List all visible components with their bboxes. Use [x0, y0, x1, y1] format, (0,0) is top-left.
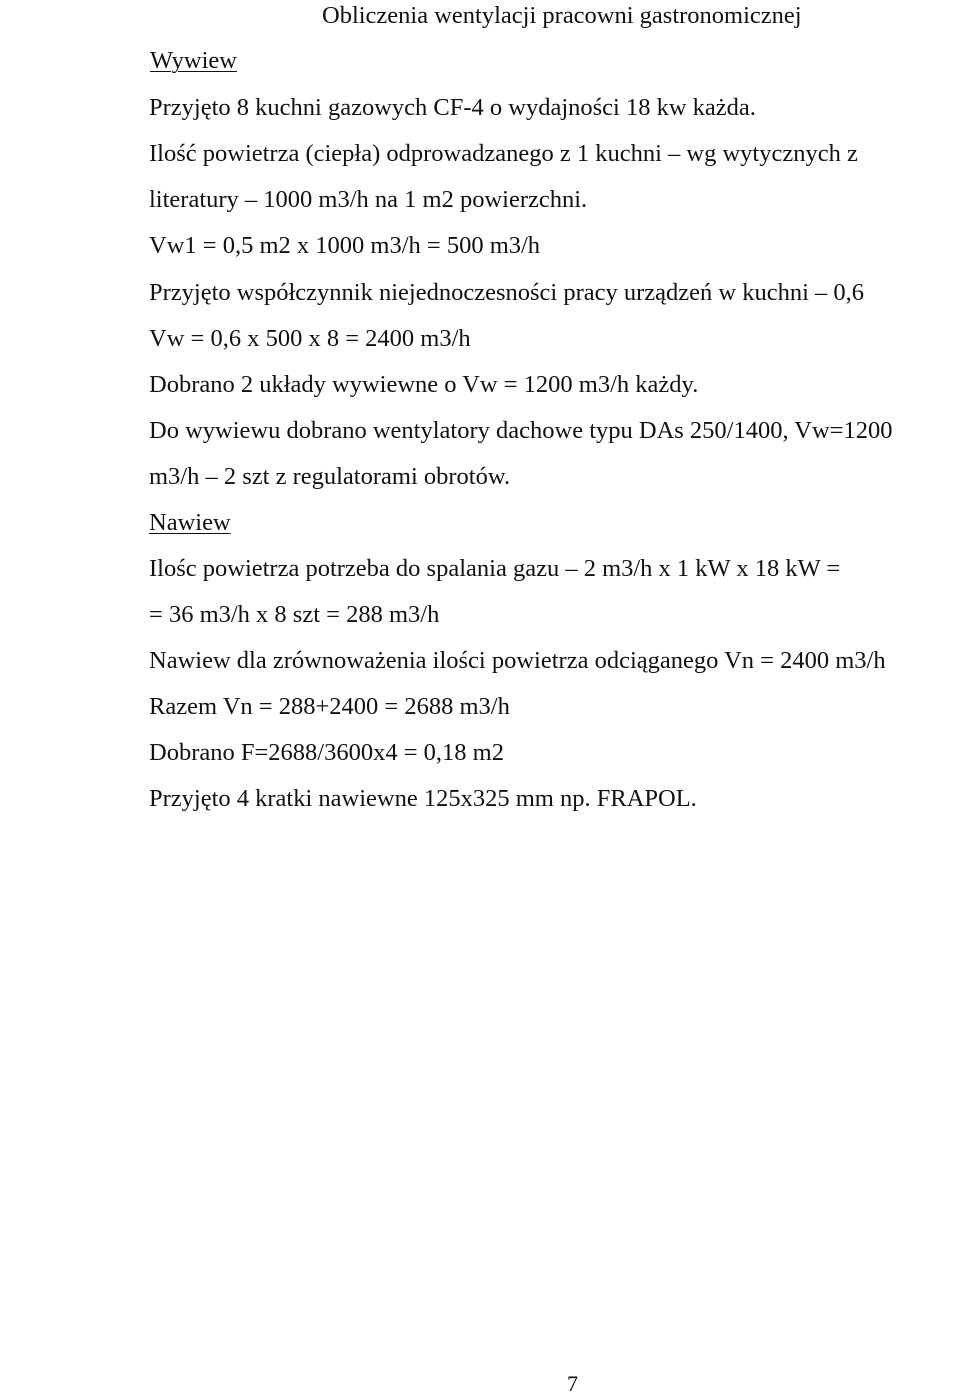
supply-line-6: Przyjęto 4 kratki nawiewne 125x325 mm np. FRAPOL. [149, 785, 697, 812]
page-number: 7 [567, 1371, 578, 1396]
exhaust-line-6: Vw = 0,6 x 500 x 8 = 2400 m3/h [149, 325, 471, 352]
exhaust-line-1: Przyjęto 8 kuchni gazowych CF-4 o wydajności 18 kw każda. [149, 94, 756, 121]
supply-line-5: Dobrano F=2688/3600x4 = 0,18 m2 [149, 739, 504, 766]
supply-line-2: = 36 m3/h x 8 szt = 288 m3/h [149, 601, 440, 628]
supply-line-1: Ilośc powietrza potrzeba do spalania gazu – 2 m3/h x 1 kW x 18 kW = [149, 555, 841, 582]
supply-line-4: Razem Vn = 288+2400 = 2688 m3/h [149, 693, 510, 720]
exhaust-line-7: Dobrano 2 układy wywiewne o Vw = 1200 m3/h każdy. [149, 371, 699, 398]
supply-line-3: Nawiew dla zrównoważenia ilości powietrza odciąganego Vn = 2400 m3/h [149, 647, 886, 674]
section-heading-supply: Nawiew [149, 509, 231, 536]
exhaust-line-8: Do wywiewu dobrano wentylatory dachowe typu DAs 250/1400, Vw=1200 [149, 417, 893, 444]
document-title: Obliczenia wentylacji pracowni gastronomicznej [322, 2, 802, 29]
exhaust-line-9: m3/h – 2 szt z regulatorami obrotów. [149, 463, 511, 490]
exhaust-line-5: Przyjęto współczynnik niejednoczesności pracy urządzeń w kuchni – 0,6 [149, 279, 865, 306]
section-heading-exhaust: Wywiew [150, 47, 237, 74]
exhaust-line-3: literatury – 1000 m3/h na 1 m2 powierzchni. [149, 186, 588, 213]
exhaust-line-2: Ilość powietrza (ciepła) odprowadzanego z 1 kuchni – wg wytycznych z [149, 140, 858, 167]
exhaust-line-4: Vw1 = 0,5 m2 x 1000 m3/h = 500 m3/h [149, 232, 541, 259]
